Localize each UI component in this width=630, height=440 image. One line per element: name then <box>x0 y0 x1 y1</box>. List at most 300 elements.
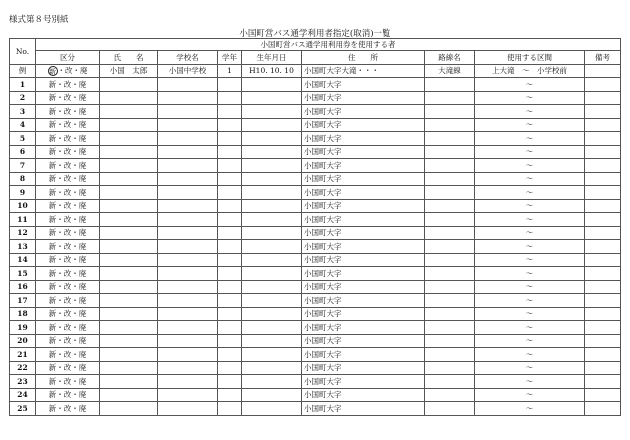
row-notes[interactable] <box>585 280 621 294</box>
row-school[interactable] <box>158 253 218 267</box>
row-no: 22 <box>10 361 36 375</box>
row-section: ～ <box>475 375 585 389</box>
row-route[interactable] <box>425 321 475 335</box>
row-no: 7 <box>10 159 36 173</box>
header-dob: 生年月日 <box>242 51 302 65</box>
row-route[interactable] <box>425 267 475 281</box>
row-category: 新・改・廃 <box>36 253 100 267</box>
row-grade[interactable] <box>218 334 242 348</box>
row-dob[interactable] <box>242 91 302 105</box>
row-name[interactable] <box>100 348 158 362</box>
example-notes <box>585 64 621 78</box>
row-section: ～ <box>475 402 585 416</box>
row-route[interactable] <box>425 118 475 132</box>
row-notes[interactable] <box>585 321 621 335</box>
table-row <box>10 186 621 200</box>
row-name[interactable] <box>100 334 158 348</box>
row-section: ～ <box>475 159 585 173</box>
example-row <box>10 64 621 78</box>
row-route[interactable] <box>425 159 475 173</box>
row-category: 新・改・廃 <box>36 375 100 389</box>
row-category: 新・改・廃 <box>36 388 100 402</box>
row-category: 新・改・廃 <box>36 307 100 321</box>
table-row <box>10 240 621 254</box>
row-section: ～ <box>475 348 585 362</box>
row-category: 新・改・廃 <box>36 132 100 146</box>
row-address: 小国町大字 <box>302 348 425 362</box>
row-no: 12 <box>10 226 36 240</box>
header-columns-row <box>10 51 621 65</box>
row-category: 新・改・廃 <box>36 348 100 362</box>
row-no: 1 <box>10 78 36 92</box>
row-category: 新・改・廃 <box>36 294 100 308</box>
row-grade[interactable] <box>218 307 242 321</box>
row-category: 新・改・廃 <box>36 321 100 335</box>
row-school[interactable] <box>158 267 218 281</box>
row-grade[interactable] <box>218 348 242 362</box>
row-route[interactable] <box>425 172 475 186</box>
row-school[interactable] <box>158 213 218 227</box>
table-row <box>10 402 621 416</box>
row-name[interactable] <box>100 91 158 105</box>
table-row <box>10 105 621 119</box>
row-address: 小国町大字 <box>302 375 425 389</box>
row-address: 小国町大字 <box>302 267 425 281</box>
row-grade[interactable] <box>218 375 242 389</box>
row-no: 15 <box>10 267 36 281</box>
table-row <box>10 307 621 321</box>
row-grade[interactable] <box>218 172 242 186</box>
document-title: 小国町営バス通学利用者指定(取消)一覧 <box>239 29 391 39</box>
row-address: 小国町大字 <box>302 253 425 267</box>
row-address: 小国町大字 <box>302 91 425 105</box>
row-section: ～ <box>475 280 585 294</box>
row-category: 新・改・廃 <box>36 334 100 348</box>
row-no: 6 <box>10 145 36 159</box>
row-grade[interactable] <box>218 226 242 240</box>
header-grade: 学年 <box>218 51 242 65</box>
row-school[interactable] <box>158 105 218 119</box>
row-school[interactable] <box>158 402 218 416</box>
row-dob[interactable] <box>242 375 302 389</box>
row-notes[interactable] <box>585 91 621 105</box>
header-school: 学校名 <box>158 51 218 65</box>
row-grade[interactable] <box>218 240 242 254</box>
row-name[interactable] <box>100 321 158 335</box>
row-category: 新・改・廃 <box>36 213 100 227</box>
row-notes[interactable] <box>585 348 621 362</box>
row-no: 10 <box>10 199 36 213</box>
row-no: 25 <box>10 402 36 416</box>
row-section: ～ <box>475 226 585 240</box>
row-section: ～ <box>475 199 585 213</box>
roster-body <box>10 64 621 415</box>
row-route[interactable] <box>425 307 475 321</box>
row-address: 小国町大字 <box>302 172 425 186</box>
row-category: 新・改・廃 <box>36 402 100 416</box>
table-row <box>10 172 621 186</box>
row-name[interactable] <box>100 159 158 173</box>
row-name[interactable] <box>100 375 158 389</box>
row-section: ～ <box>475 172 585 186</box>
row-no: 23 <box>10 375 36 389</box>
table-row <box>10 78 621 92</box>
row-name[interactable] <box>100 213 158 227</box>
row-category: 新・改・廃 <box>36 267 100 281</box>
row-school[interactable] <box>158 280 218 294</box>
header-category: 区分 <box>36 51 100 65</box>
row-dob[interactable] <box>242 267 302 281</box>
table-row <box>10 118 621 132</box>
row-category: 新・改・廃 <box>36 78 100 92</box>
row-route[interactable] <box>425 348 475 362</box>
row-grade[interactable] <box>218 199 242 213</box>
row-address: 小国町大字 <box>302 361 425 375</box>
table-row <box>10 199 621 213</box>
row-grade[interactable] <box>218 294 242 308</box>
example-category <box>36 64 100 78</box>
table-row <box>10 321 621 335</box>
header-name: 氏 名 <box>100 51 158 65</box>
row-notes[interactable] <box>585 307 621 321</box>
row-dob[interactable] <box>242 199 302 213</box>
row-grade[interactable] <box>218 78 242 92</box>
row-category: 新・改・廃 <box>36 226 100 240</box>
row-dob[interactable] <box>242 118 302 132</box>
row-address: 小国町大字 <box>302 280 425 294</box>
row-section: ～ <box>475 105 585 119</box>
row-section: ～ <box>475 91 585 105</box>
user-roster-table <box>9 38 621 416</box>
example-no: 例 <box>10 64 36 78</box>
row-route[interactable] <box>425 105 475 119</box>
row-section: ～ <box>475 145 585 159</box>
row-dob[interactable] <box>242 240 302 254</box>
form-number-label: 様式第８号別紙 <box>9 15 69 25</box>
row-section: ～ <box>475 213 585 227</box>
row-no: 9 <box>10 186 36 200</box>
row-grade[interactable] <box>218 159 242 173</box>
row-address: 小国町大字 <box>302 334 425 348</box>
table-row <box>10 361 621 375</box>
row-school[interactable] <box>158 307 218 321</box>
example-section: 上大滝 ～ 小学校前 <box>475 64 585 78</box>
row-route[interactable] <box>425 294 475 308</box>
row-dob[interactable] <box>242 105 302 119</box>
header-no: No. <box>10 39 36 65</box>
row-name[interactable] <box>100 172 158 186</box>
row-grade[interactable] <box>218 402 242 416</box>
row-name[interactable] <box>100 145 158 159</box>
row-address: 小国町大字 <box>302 402 425 416</box>
row-address: 小国町大字 <box>302 294 425 308</box>
row-name[interactable] <box>100 226 158 240</box>
row-address: 小国町大字 <box>302 199 425 213</box>
row-notes[interactable] <box>585 402 621 416</box>
header-group-label: 小国町営バス通学用利用券を使用する者 <box>36 39 621 51</box>
row-dob[interactable] <box>242 334 302 348</box>
row-address: 小国町大字 <box>302 132 425 146</box>
row-notes[interactable] <box>585 388 621 402</box>
row-route[interactable] <box>425 186 475 200</box>
row-route[interactable] <box>425 402 475 416</box>
row-school[interactable] <box>158 78 218 92</box>
row-address: 小国町大字 <box>302 78 425 92</box>
row-address: 小国町大字 <box>302 186 425 200</box>
row-category: 新・改・廃 <box>36 118 100 132</box>
row-address: 小国町大字 <box>302 226 425 240</box>
row-dob[interactable] <box>242 388 302 402</box>
row-name[interactable] <box>100 361 158 375</box>
row-notes[interactable] <box>585 361 621 375</box>
row-category: 新・改・廃 <box>36 91 100 105</box>
row-name[interactable] <box>100 388 158 402</box>
row-route[interactable] <box>425 388 475 402</box>
row-grade[interactable] <box>218 105 242 119</box>
row-category: 新・改・廃 <box>36 280 100 294</box>
row-notes[interactable] <box>585 118 621 132</box>
example-grade: 1 <box>218 64 242 78</box>
table-row <box>10 213 621 227</box>
table-row <box>10 375 621 389</box>
example-category-rest: ・改・廃 <box>57 66 88 76</box>
row-section: ～ <box>475 132 585 146</box>
row-name[interactable] <box>100 118 158 132</box>
row-section: ～ <box>475 307 585 321</box>
row-name[interactable] <box>100 105 158 119</box>
row-dob[interactable] <box>242 348 302 362</box>
row-section: ～ <box>475 334 585 348</box>
row-grade[interactable] <box>218 253 242 267</box>
row-route[interactable] <box>425 226 475 240</box>
row-grade[interactable] <box>218 132 242 146</box>
row-school[interactable] <box>158 132 218 146</box>
header-route: 路線名 <box>425 51 475 65</box>
row-notes[interactable] <box>585 267 621 281</box>
row-dob[interactable] <box>242 145 302 159</box>
row-school[interactable] <box>158 321 218 335</box>
row-dob[interactable] <box>242 159 302 173</box>
row-category: 新・改・廃 <box>36 199 100 213</box>
row-no: 13 <box>10 240 36 254</box>
row-address: 小国町大字 <box>302 159 425 173</box>
header-notes: 備考 <box>585 51 621 65</box>
row-notes[interactable] <box>585 186 621 200</box>
row-section: ～ <box>475 186 585 200</box>
row-route[interactable] <box>425 199 475 213</box>
row-no: 21 <box>10 348 36 362</box>
example-address: 小国町大字大滝・・・ <box>302 64 425 78</box>
row-notes[interactable] <box>585 132 621 146</box>
row-name[interactable] <box>100 132 158 146</box>
row-route[interactable] <box>425 240 475 254</box>
example-name: 小国 太郎 <box>100 64 158 78</box>
row-route[interactable] <box>425 91 475 105</box>
row-notes[interactable] <box>585 226 621 240</box>
row-section: ～ <box>475 240 585 254</box>
row-grade[interactable] <box>218 91 242 105</box>
table-row <box>10 226 621 240</box>
row-dob[interactable] <box>242 132 302 146</box>
row-address: 小国町大字 <box>302 307 425 321</box>
row-notes[interactable] <box>585 199 621 213</box>
row-category: 新・改・廃 <box>36 105 100 119</box>
row-school[interactable] <box>158 375 218 389</box>
row-dob[interactable] <box>242 307 302 321</box>
row-no: 20 <box>10 334 36 348</box>
row-address: 小国町大字 <box>302 105 425 119</box>
row-name[interactable] <box>100 253 158 267</box>
row-section: ～ <box>475 321 585 335</box>
row-grade[interactable] <box>218 280 242 294</box>
row-school[interactable] <box>158 145 218 159</box>
row-category: 新・改・廃 <box>36 159 100 173</box>
row-route[interactable] <box>425 145 475 159</box>
header-group-row <box>10 39 621 51</box>
row-no: 19 <box>10 321 36 335</box>
row-no: 18 <box>10 307 36 321</box>
table-row <box>10 388 621 402</box>
row-school[interactable] <box>158 159 218 173</box>
row-dob[interactable] <box>242 280 302 294</box>
row-address: 小国町大字 <box>302 145 425 159</box>
row-school[interactable] <box>158 91 218 105</box>
row-dob[interactable] <box>242 186 302 200</box>
row-name[interactable] <box>100 186 158 200</box>
row-grade[interactable] <box>218 321 242 335</box>
row-name[interactable] <box>100 402 158 416</box>
table-row <box>10 294 621 308</box>
row-name[interactable] <box>100 199 158 213</box>
row-grade[interactable] <box>218 118 242 132</box>
row-section: ～ <box>475 361 585 375</box>
row-route[interactable] <box>425 361 475 375</box>
table-row <box>10 280 621 294</box>
row-section: ～ <box>475 253 585 267</box>
row-category: 新・改・廃 <box>36 145 100 159</box>
row-category: 新・改・廃 <box>36 172 100 186</box>
row-name[interactable] <box>100 294 158 308</box>
row-dob[interactable] <box>242 226 302 240</box>
row-notes[interactable] <box>585 78 621 92</box>
row-grade[interactable] <box>218 186 242 200</box>
example-dob: H10. 10. 10 <box>242 64 302 78</box>
row-name[interactable] <box>100 280 158 294</box>
row-notes[interactable] <box>585 375 621 389</box>
row-grade[interactable] <box>218 361 242 375</box>
row-no: 8 <box>10 172 36 186</box>
row-school[interactable] <box>158 348 218 362</box>
row-dob[interactable] <box>242 172 302 186</box>
row-dob[interactable] <box>242 78 302 92</box>
row-no: 17 <box>10 294 36 308</box>
row-name[interactable] <box>100 307 158 321</box>
row-address: 小国町大字 <box>302 240 425 254</box>
selected-category-circle: 新 <box>49 68 56 77</box>
row-no: 2 <box>10 91 36 105</box>
row-school[interactable] <box>158 294 218 308</box>
row-school[interactable] <box>158 118 218 132</box>
row-section: ～ <box>475 118 585 132</box>
table-row <box>10 267 621 281</box>
row-grade[interactable] <box>218 145 242 159</box>
row-notes[interactable] <box>585 253 621 267</box>
row-grade[interactable] <box>218 388 242 402</box>
row-no: 11 <box>10 213 36 227</box>
row-notes[interactable] <box>585 240 621 254</box>
row-notes[interactable] <box>585 213 621 227</box>
row-category: 新・改・廃 <box>36 361 100 375</box>
row-notes[interactable] <box>585 159 621 173</box>
row-section: ～ <box>475 294 585 308</box>
row-section: ～ <box>475 267 585 281</box>
row-no: 3 <box>10 105 36 119</box>
row-category: 新・改・廃 <box>36 240 100 254</box>
row-notes[interactable] <box>585 294 621 308</box>
row-route[interactable] <box>425 253 475 267</box>
row-address: 小国町大字 <box>302 321 425 335</box>
table-row <box>10 145 621 159</box>
row-school[interactable] <box>158 186 218 200</box>
row-no: 4 <box>10 118 36 132</box>
row-address: 小国町大字 <box>302 213 425 227</box>
row-dob[interactable] <box>242 253 302 267</box>
row-dob[interactable] <box>242 294 302 308</box>
row-school[interactable] <box>158 172 218 186</box>
row-school[interactable] <box>158 199 218 213</box>
table-row <box>10 91 621 105</box>
row-route[interactable] <box>425 375 475 389</box>
table-row <box>10 334 621 348</box>
header-address: 住 所 <box>302 51 425 65</box>
row-name[interactable] <box>100 267 158 281</box>
row-grade[interactable] <box>218 267 242 281</box>
row-notes[interactable] <box>585 105 621 119</box>
row-route[interactable] <box>425 280 475 294</box>
row-dob[interactable] <box>242 321 302 335</box>
table-row <box>10 253 621 267</box>
row-dob[interactable] <box>242 361 302 375</box>
row-section: ～ <box>475 388 585 402</box>
row-notes[interactable] <box>585 172 621 186</box>
table-row <box>10 348 621 362</box>
example-school: 小国中学校 <box>158 64 218 78</box>
table-row <box>10 132 621 146</box>
row-grade[interactable] <box>218 213 242 227</box>
row-route[interactable] <box>425 132 475 146</box>
row-no: 14 <box>10 253 36 267</box>
row-dob[interactable] <box>242 402 302 416</box>
row-route[interactable] <box>425 213 475 227</box>
row-dob[interactable] <box>242 213 302 227</box>
table-row <box>10 159 621 173</box>
row-route[interactable] <box>425 334 475 348</box>
row-route[interactable] <box>425 78 475 92</box>
row-school[interactable] <box>158 240 218 254</box>
row-address: 小国町大字 <box>302 118 425 132</box>
row-no: 24 <box>10 388 36 402</box>
row-name[interactable] <box>100 240 158 254</box>
row-school[interactable] <box>158 226 218 240</box>
row-school[interactable] <box>158 388 218 402</box>
row-notes[interactable] <box>585 334 621 348</box>
row-school[interactable] <box>158 334 218 348</box>
row-name[interactable] <box>100 78 158 92</box>
row-notes[interactable] <box>585 145 621 159</box>
row-category: 新・改・廃 <box>36 186 100 200</box>
row-school[interactable] <box>158 361 218 375</box>
header-section: 使用する区間 <box>475 51 585 65</box>
